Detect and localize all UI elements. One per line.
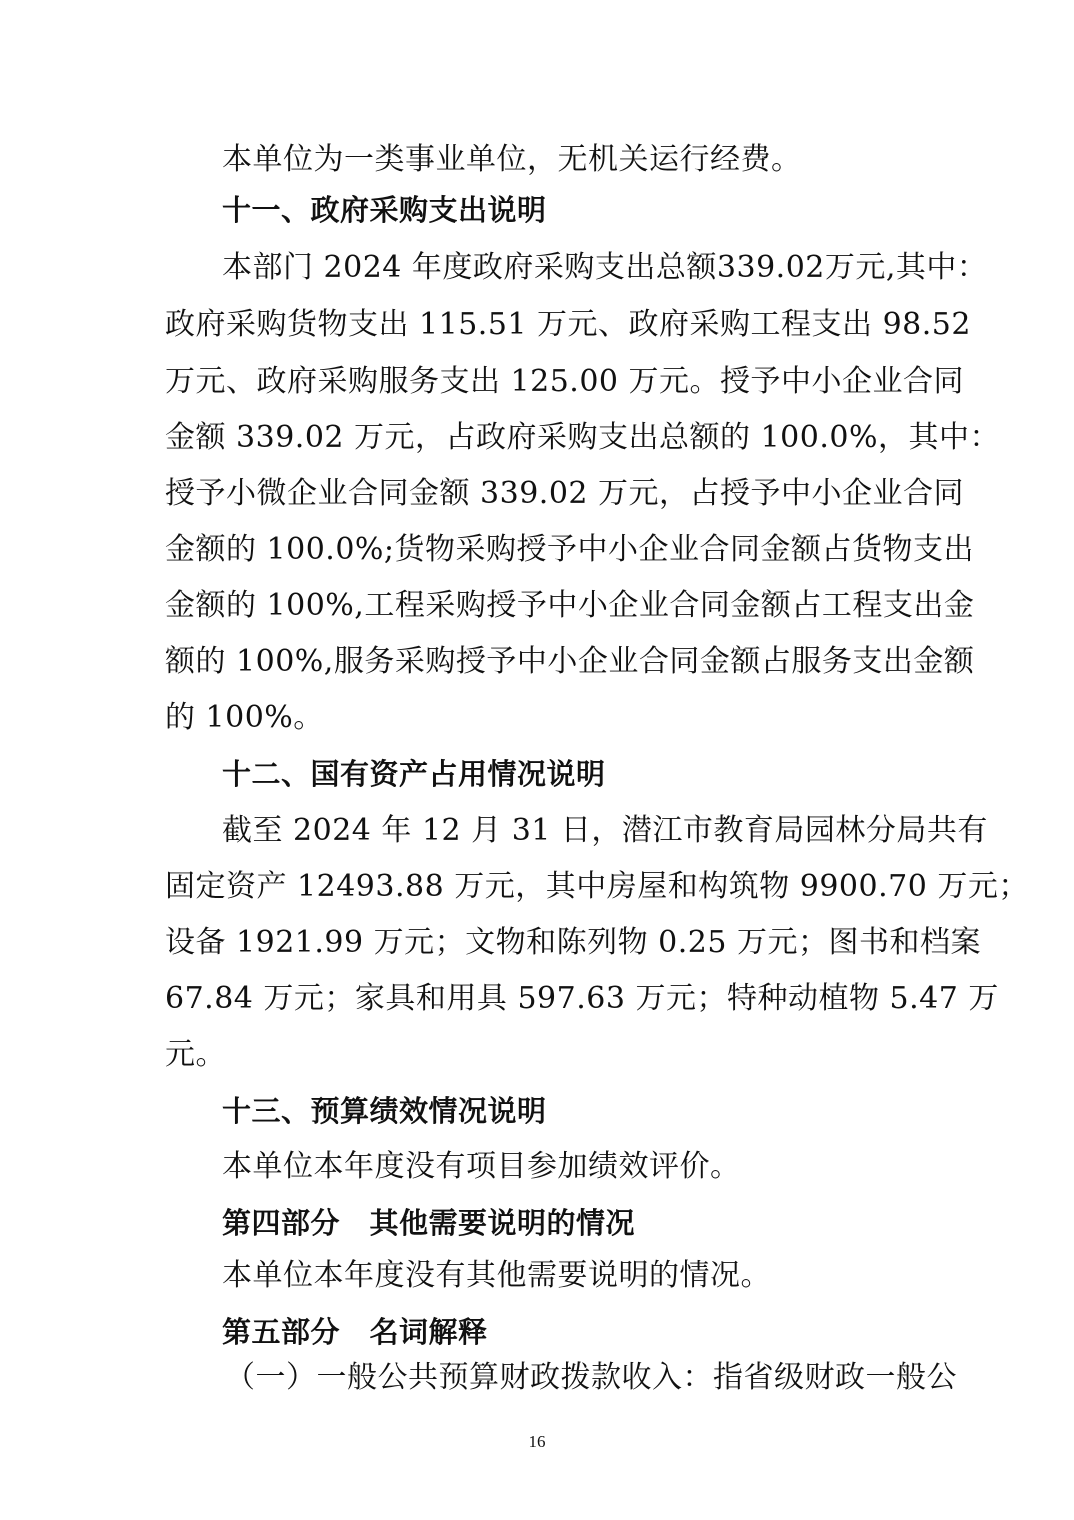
section13-text-line-1: 本单位本年度没有项目参加绩效评价。 [222, 1149, 741, 1184]
section11-text-line-7: 金额的 100%,工程采购授予中小企业合同金额占工程支出金 [165, 588, 975, 623]
section11-text-line-4: 金额 339.02 万元，占政府采购支出总额的 100.0%，其中： [165, 420, 1000, 455]
section11-text-line-6: 金额的 100.0%;货物采购授予中小企业合同金额占货物支出 [165, 532, 975, 567]
section11-text-line-1: 本部门 2024 年度政府采购支出总额339.02万元,其中： [222, 250, 988, 285]
page-number: 16 [528, 1432, 546, 1451]
section11-text-line-9: 的 100%。 [165, 700, 324, 735]
section11-text-line-3: 万元、政府采购服务支出 125.00 万元。授予中小企业合同 [165, 364, 965, 399]
section11-text-line-5: 授予小微企业合同金额 339.02 万元，占授予中小企业合同 [165, 476, 965, 511]
section12-text-line-1: 截至 2024 年 12 月 31 日，潜江市教育局园林分局共有 [222, 813, 988, 848]
part4-heading: 第四部分 其他需要说明的情况 [222, 1206, 636, 1240]
part5-text-line-1: （一）一般公共预算财政拨款收入：指省级财政一般公 [225, 1360, 957, 1395]
section12-text-line-5: 元。 [165, 1037, 226, 1072]
section12-text-line-4: 67.84 万元；家具和用具 597.63 万元；特种动植物 5.47 万 [165, 981, 999, 1016]
section11-heading: 十一、政府采购支出说明 [222, 193, 547, 227]
section12-text-line-2: 固定资产 12493.88 万元，其中房屋和构筑物 9900.70 万元； [165, 869, 1029, 904]
section13-heading: 十三、预算绩效情况说明 [222, 1094, 547, 1128]
section10-text-line-1: 本单位为一类事业单位，无机关运行经费。 [222, 142, 802, 177]
section12-heading: 十二、国有资产占用情况说明 [222, 757, 606, 791]
section11-text-line-2: 政府采购货物支出 115.51 万元、政府采购工程支出 98.52 [165, 307, 971, 342]
part5-heading: 第五部分 名词解释 [222, 1315, 488, 1349]
section12-text-line-3: 设备 1921.99 万元；文物和陈列物 0.25 万元；图书和档案 [165, 925, 981, 960]
section11-text-line-8: 额的 100%,服务采购授予中小企业合同金额占服务支出金额 [165, 644, 975, 679]
part4-text-line-1: 本单位本年度没有其他需要说明的情况。 [222, 1258, 771, 1293]
